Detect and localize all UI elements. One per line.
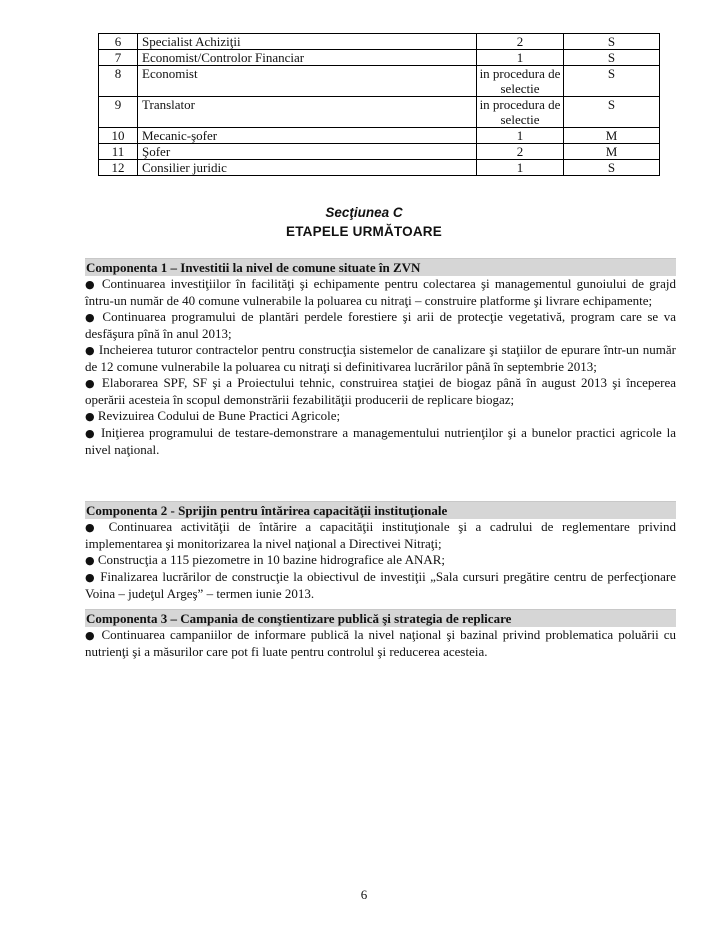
bullet-text: Continuarea investiţiilor în facilităţi şi echipamente pentru colectarea şi managementul gunoiului de grajd întru-un număr de 40 comune vulnerabile la poluarea cu nitraţi – construire platforme şi livrare echipamente; [85,276,676,308]
section-title: Secţiunea C [325,205,403,220]
position-count: 2 [477,34,564,50]
bullet-text: Continuarea activităţii de întărire a capacităţii instituţionale şi a cadrului de reglementare privind implementarea şi monitorizarea la nivel naţional a Directivei Nitraţi; [85,519,676,551]
position-category: S [564,50,660,66]
bullet-item [85,408,676,425]
position-name: Şofer [138,144,477,160]
row-number: 9 [99,97,138,128]
section-subtitle: ETAPELE URMĂTOARE [286,224,442,239]
row-number: 6 [99,34,138,50]
bullet-text: Construcţia a 115 piezometre in 10 bazine hidrografice ale ANAR; [97,552,446,567]
position-name: Consilier juridic [138,160,477,176]
row-number: 11 [99,144,138,160]
bullet-item [85,552,676,569]
position-count: in procedura de selectie [477,97,564,128]
bullet-icon: ● [85,311,97,324]
bullet-icon: ● [85,629,97,642]
bullet-text: Incheierea tuturor contractelor pentru construcţia sistemelor de canalizare şi staţiilor de epurare într-un număr de 12 comune vulnerabile la poluarea cu nitraţi si definitivarea lucrărilor până în septembrie 2013; [85,342,676,374]
table-row [99,66,660,97]
position-count: 1 [477,160,564,176]
table-row [99,144,660,160]
table-row [99,128,660,144]
position-name: Translator [138,97,477,128]
component-heading: Componenta 1 – Investitii la nivel de comune situate în ZVN [85,258,676,276]
bullet-item [85,425,676,458]
bullet-item [85,342,676,375]
bullet-text: Finalizarea lucrărilor de construcţie la obiectivul de investiţii „Sala cursuri pregătire centru de perfecţionare Voina – judeţul Argeş” – termen iunie 2013. [85,569,676,601]
bullet-item [85,309,676,342]
component-3-block [85,609,676,660]
bullet-text: Continuarea campaniilor de informare publică la nivel naţional şi bazinal privind problematica poluării cu nutrienţi şi a măsurilor care pot fi luate pentru controlul şi reducerea acesteia. [85,627,676,659]
position-category: M [564,144,660,160]
bullet-icon: ● [85,410,95,423]
component-heading: Componenta 3 – Campania de conştientizare publică şi strategia de replicare [85,609,676,627]
bullet-icon: ● [85,554,95,567]
position-count: 1 [477,50,564,66]
position-category: S [564,34,660,50]
bullet-icon: ● [85,521,100,534]
bullet-icon: ● [85,344,96,357]
component-2-block [85,501,676,602]
bullet-icon: ● [85,278,97,291]
component-1-block [85,258,676,458]
bullet-item [85,627,676,660]
position-category: S [564,97,660,128]
bullet-icon: ● [85,571,96,584]
bullet-icon: ● [85,427,97,440]
position-name: Mecanic-şofer [138,128,477,144]
bullet-item [85,375,676,408]
page-number: 6 [360,887,368,902]
position-count: 2 [477,144,564,160]
row-number: 7 [99,50,138,66]
position-category: S [564,160,660,176]
bullet-item [85,276,676,309]
row-number: 8 [99,66,138,97]
position-name: Specialist Achiziţii [138,34,477,50]
table-row [99,160,660,176]
table-row [99,50,660,66]
position-name: Economist/Controlor Financiar [138,50,477,66]
bullet-text: Continuarea programului de plantări perdele forestiere şi arii de protecţie vegetativă, program care se va desfăşura pînă în anul 2013; [85,309,676,341]
table-row [99,97,660,128]
table-row [99,34,660,50]
row-number: 12 [99,160,138,176]
position-count: 1 [477,128,564,144]
bullet-text: Elaborarea SPF, SF şi a Proiectului tehnic, construirea staţiei de biogaz până în august 2013 şi începerea operării acesteia în scopul demonstrării fezabilităţii producerii de replicare biogaz; [85,375,676,407]
position-name: Economist [138,66,477,97]
staff-table [98,33,660,176]
bullet-item [85,519,676,552]
position-count: in procedura de selectie [477,66,564,97]
position-category: M [564,128,660,144]
bullet-text: Revizuirea Codului de Bune Practici Agricole; [97,408,341,423]
bullet-item [85,569,676,602]
position-category: S [564,66,660,97]
bullet-text: Iniţierea programului de testare-demonstrare a managementului nutrienţilor şi a bunelor practici agricole la nivel naţional. [85,425,676,457]
bullet-icon: ● [85,377,97,390]
row-number: 10 [99,128,138,144]
component-heading: Componenta 2 - Sprijin pentru întărirea capacităţii instituţionale [85,501,676,519]
